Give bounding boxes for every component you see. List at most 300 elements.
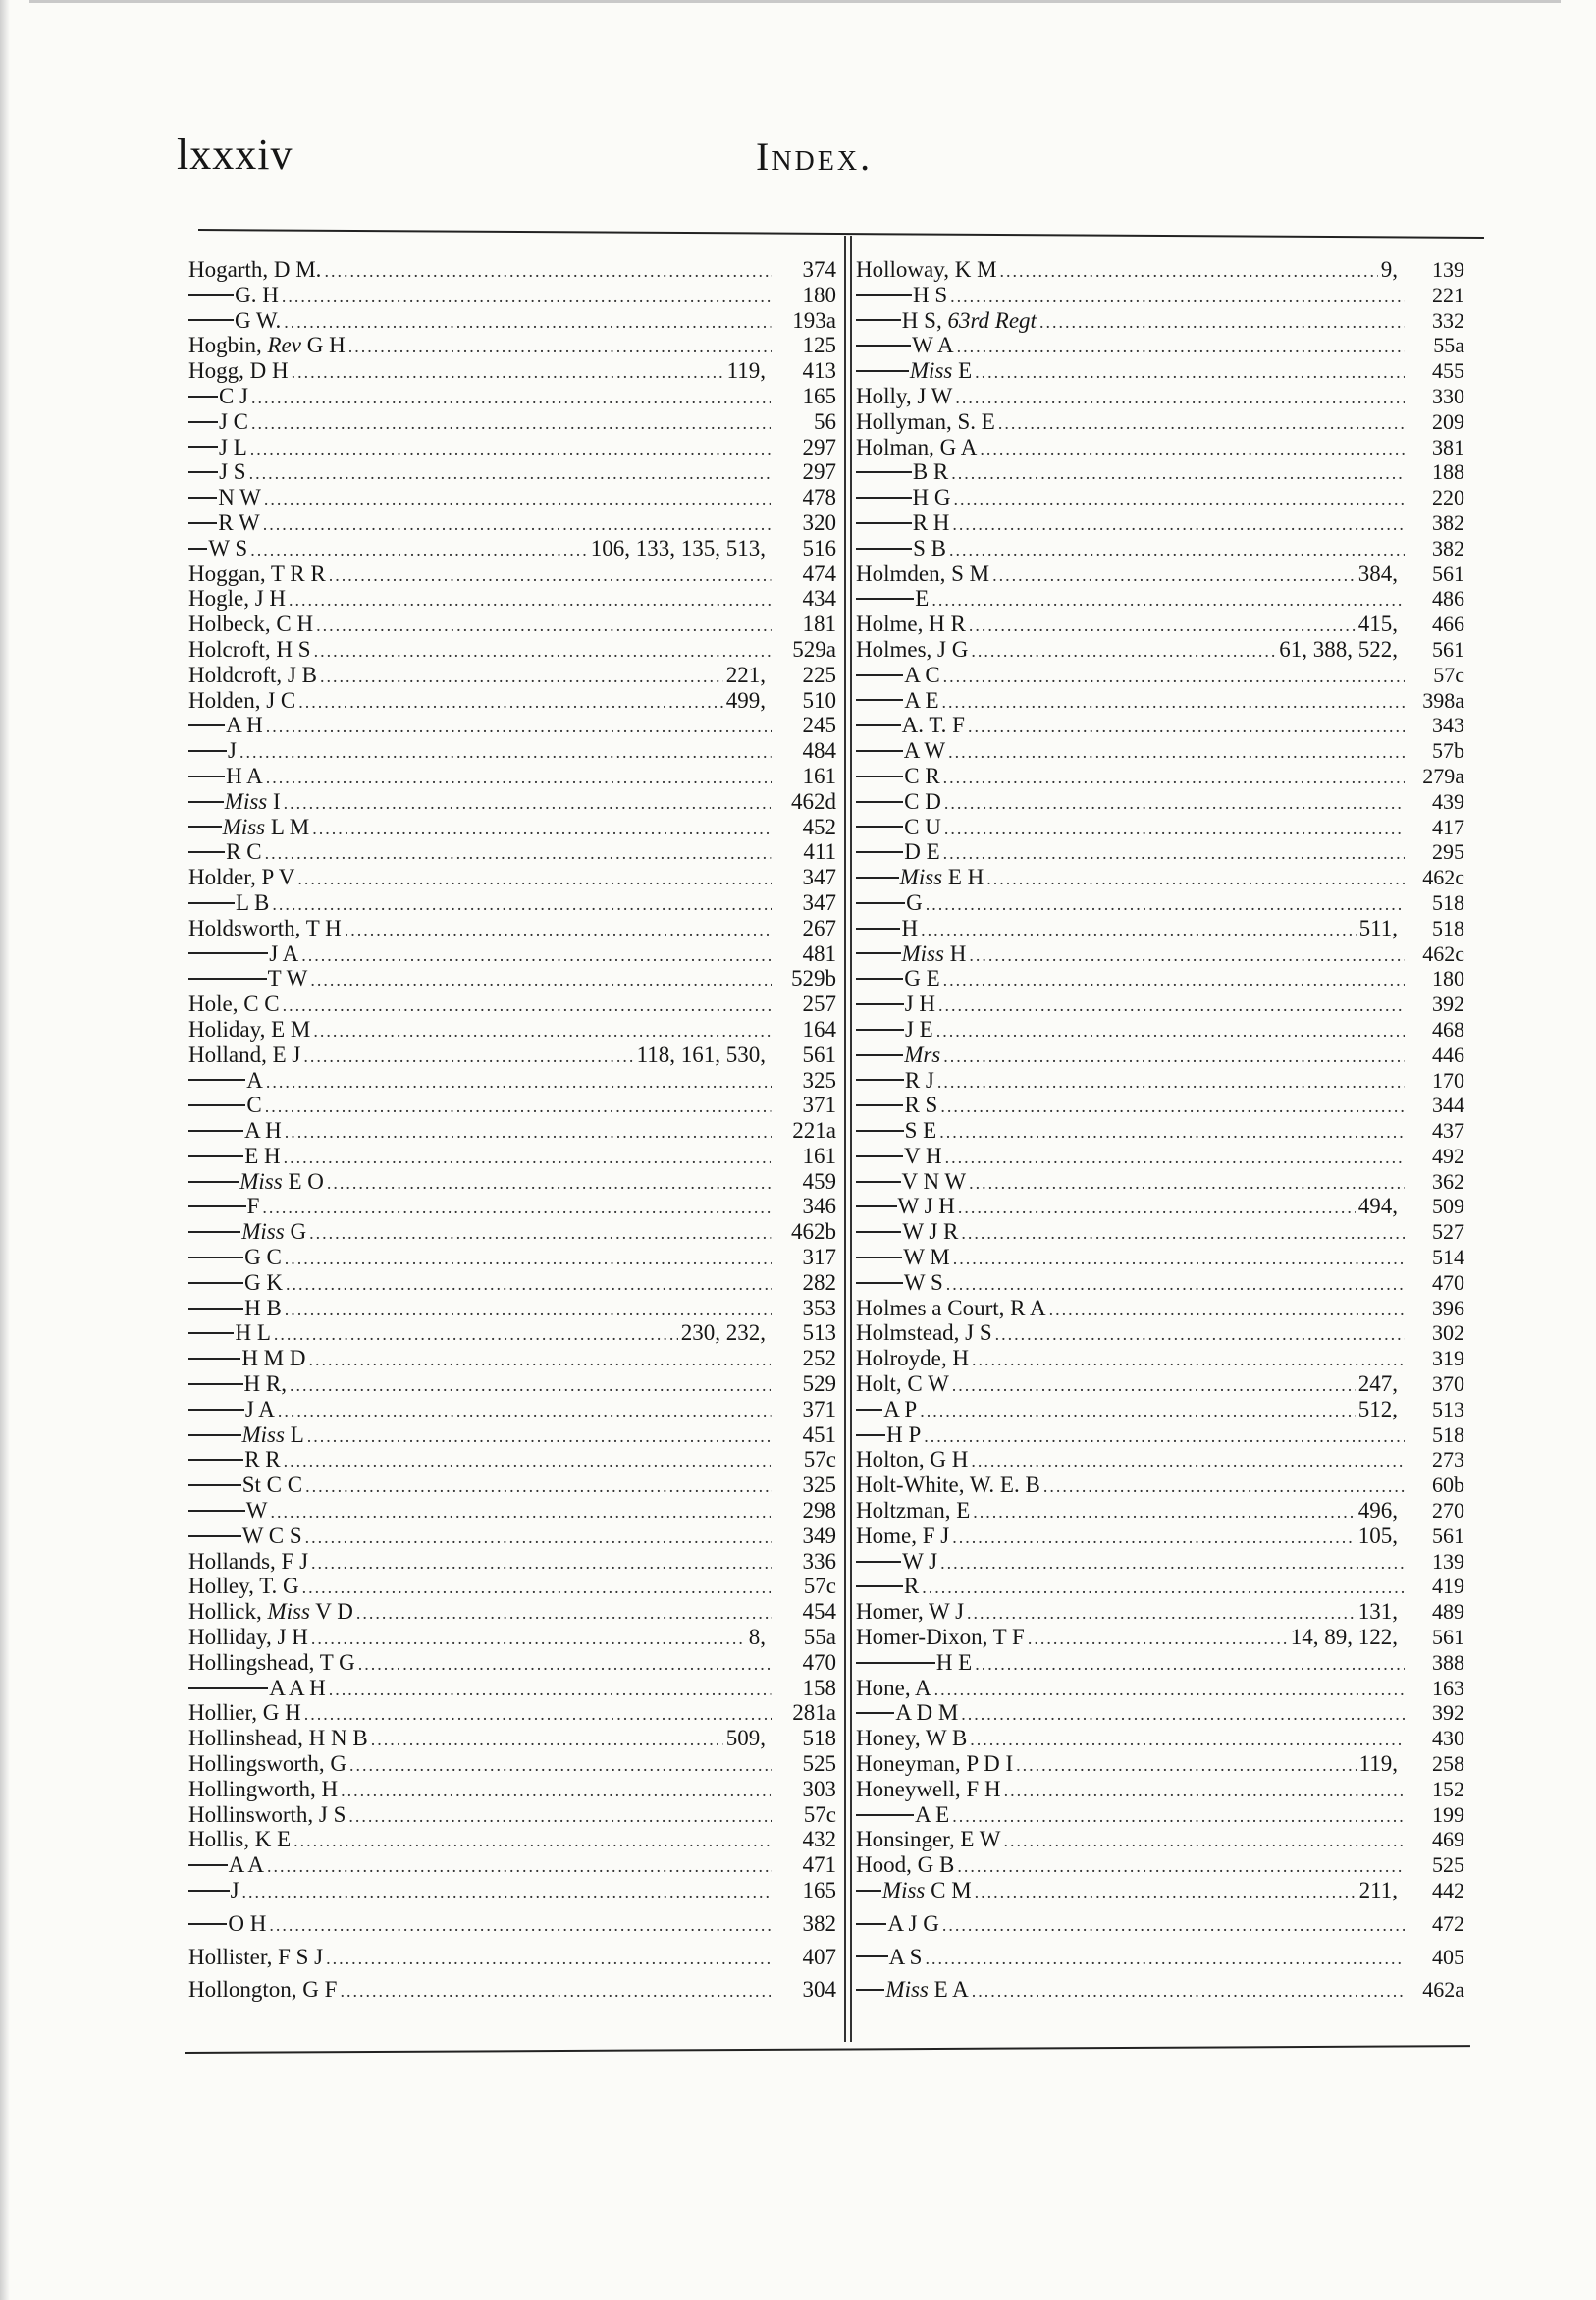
index-entry [856, 865, 1464, 890]
ditto-dash [856, 1712, 894, 1714]
entry-name-text: W S [903, 1269, 943, 1295]
index-entry [856, 1320, 1464, 1346]
ditto-dash [188, 497, 217, 499]
entry-name [188, 1827, 291, 1852]
entry-name-text: Hollands, F J [188, 1548, 309, 1574]
entry-name [915, 1802, 949, 1828]
index-entry [856, 1827, 1464, 1852]
index-column-left [188, 257, 836, 2003]
entry-name [231, 1878, 239, 1903]
page-ref: 492 [1432, 1143, 1464, 1168]
page-ref: 221 [1432, 282, 1464, 307]
ditto-dash [188, 1332, 234, 1334]
index-entry [856, 612, 1464, 637]
page-ref: 382 [1432, 535, 1464, 561]
page-ref: 529b [791, 966, 836, 991]
entry-name [242, 1422, 304, 1448]
dot-leader [303, 1044, 633, 1070]
entry-name-text: Holden, J C [188, 687, 296, 713]
ditto-dash [188, 902, 235, 904]
dot-leader [973, 1500, 1356, 1525]
dot-leader [980, 437, 1405, 462]
dot-leader [943, 665, 1405, 690]
ditto-dash [856, 952, 901, 954]
entry-name [904, 966, 939, 991]
page-ref: 139 [1432, 1548, 1464, 1574]
index-entry [188, 459, 836, 485]
page-ref: 270 [1432, 1498, 1464, 1524]
dot-leader [969, 1171, 1405, 1197]
page-ref: 518 [1432, 1421, 1464, 1447]
entry-name-text: H R, [243, 1371, 287, 1397]
entry-name [188, 637, 311, 663]
entry-name [882, 1878, 972, 1903]
entry-name [856, 1472, 1040, 1498]
entry-name-text: V N W [901, 1168, 967, 1194]
entry-name [219, 459, 246, 485]
index-entry [188, 764, 836, 789]
entry-name-text: D E [904, 839, 940, 865]
entry-name-text: J H [904, 991, 936, 1017]
entry-name-text: O H [228, 1910, 267, 1936]
entry-name-text: E H [942, 865, 984, 890]
entry-title-italic: Miss [885, 1977, 929, 2003]
entry-name [883, 1397, 917, 1422]
dot-leader [953, 1247, 1405, 1272]
entry-name-text: Holroyde, H [856, 1346, 969, 1371]
page-ref: 325 [802, 1472, 836, 1498]
dot-leader [297, 867, 772, 892]
dot-leader [969, 614, 1356, 639]
entry-name [915, 586, 929, 612]
dot-leader [345, 918, 772, 943]
entry-title-italic: Miss [909, 358, 953, 384]
dot-leader [356, 1601, 772, 1627]
entry-name-text: Hollinshead, H N B [188, 1726, 368, 1751]
ditto-dash [856, 801, 903, 803]
entry-name-text: Homer, W J [856, 1599, 965, 1625]
ditto-dash [188, 1282, 243, 1284]
dot-leader [949, 538, 1405, 563]
entry-name-text: Holt, C W [856, 1371, 949, 1397]
entry-name-text: Holmes, J G [856, 636, 969, 662]
dot-leader [975, 1652, 1405, 1678]
ditto-dash [856, 1029, 904, 1031]
entry-name-text: J [230, 1878, 239, 1902]
ditto-dash [188, 801, 224, 803]
entry-name-text: A A H [269, 1675, 326, 1700]
entry-name-text: Hogbin, [188, 333, 268, 358]
page-ref: 347 [802, 865, 836, 890]
ditto-dash [188, 1308, 243, 1310]
index-entry [188, 1219, 836, 1245]
entry-name-text: Holly, J W [856, 383, 953, 408]
ditto-dash [188, 1358, 240, 1360]
dot-leader [341, 1779, 772, 1804]
entry-name-text: J C [218, 408, 248, 434]
page-ref: 225 [802, 662, 836, 687]
entry-name [856, 1751, 1013, 1777]
index-entry [856, 1093, 1464, 1118]
page-ref: 55a [803, 1625, 836, 1650]
entry-name-text: Holme, H R [856, 612, 966, 637]
index-entry [188, 1625, 836, 1650]
dot-leader [942, 690, 1406, 716]
dot-leader [931, 588, 1405, 614]
index-entry [856, 1472, 1464, 1498]
ditto-dash [188, 1510, 245, 1512]
dot-leader [925, 1947, 1405, 1972]
entry-name [913, 536, 946, 562]
entry-name [904, 738, 945, 764]
entry-name [244, 1296, 282, 1321]
entry-name-text: T W [267, 966, 308, 991]
entry-name-text: Hoggan, T R R [188, 561, 326, 586]
dot-leader [371, 1728, 723, 1753]
ditto-dash [856, 978, 903, 980]
entry-name [188, 1574, 299, 1599]
entry-name-text: R [903, 1574, 920, 1599]
index-entry [856, 1945, 1464, 1970]
entry-name-text: A H [244, 1118, 282, 1144]
index-entry [188, 308, 836, 334]
extra-page-refs: 247, [1357, 1371, 1398, 1397]
entry-name-text: J S [219, 459, 246, 485]
ditto-dash [188, 952, 268, 954]
entry-name [188, 991, 280, 1017]
page-ref: 374 [802, 257, 836, 282]
entry-title-italic: Miss [239, 1168, 283, 1194]
entry-name [895, 1700, 958, 1726]
entry-name [856, 562, 989, 587]
ditto-dash [188, 1923, 227, 1925]
index-entry [856, 1574, 1464, 1599]
page-ref: 459 [802, 1168, 836, 1194]
entry-name-text: L B [236, 889, 270, 915]
entry-name [856, 1296, 1046, 1321]
dot-leader [951, 461, 1405, 487]
entry-name-text: H G [912, 485, 951, 510]
entry-name [235, 283, 279, 308]
dot-leader [348, 1804, 772, 1830]
page-title: Index. [756, 134, 874, 179]
index-entry [188, 1911, 836, 1937]
entry-name [188, 1726, 368, 1751]
page-ref: 199 [1432, 1801, 1464, 1827]
entry-name [905, 1017, 933, 1043]
dot-leader [942, 1913, 1405, 1939]
index-entry [856, 1270, 1464, 1296]
extra-page-refs: 211, [1358, 1878, 1398, 1902]
page-ref: 282 [802, 1269, 836, 1295]
index-entry [856, 1625, 1464, 1650]
dot-leader [943, 766, 1405, 791]
entry-name-text: A [246, 1067, 263, 1093]
entry-name [188, 562, 326, 587]
entry-name [904, 1574, 919, 1599]
entry-name [245, 1397, 275, 1422]
page-ref: 221a [792, 1118, 836, 1144]
dot-leader [957, 335, 1405, 360]
ditto-dash [856, 1989, 884, 1991]
entry-name [904, 1093, 937, 1118]
ditto-dash [856, 1662, 935, 1664]
ditto-dash [188, 319, 234, 321]
entry-name [856, 1777, 1001, 1802]
entry-name-text: Honey, W B [856, 1726, 968, 1751]
index-entry [188, 916, 836, 941]
index-entry [188, 1245, 836, 1270]
extra-page-refs: 509, [725, 1726, 766, 1751]
entry-name [188, 663, 317, 688]
entry-name [244, 1270, 283, 1296]
dot-leader [285, 1298, 772, 1323]
page-ref: 371 [802, 1396, 836, 1421]
page-ref: 163 [1432, 1675, 1464, 1700]
dot-leader [309, 1221, 772, 1247]
ditto-dash [856, 1955, 888, 1957]
dot-leader [314, 639, 772, 665]
page-ref: 381 [1432, 434, 1464, 459]
index-entry [856, 1751, 1464, 1777]
entry-name [228, 1911, 266, 1937]
entry-title-italic: Miss [241, 1219, 285, 1245]
page-ref: 518 [1432, 889, 1464, 915]
page-ref: 193a [792, 307, 836, 333]
entry-name [218, 510, 259, 536]
dot-leader [283, 993, 772, 1019]
dot-leader [952, 1373, 1356, 1399]
ditto-dash [856, 497, 912, 499]
entry-title-italic: Miss [901, 940, 944, 966]
page-ref: 455 [1432, 358, 1464, 384]
extra-page-refs: 494, [1357, 1194, 1398, 1219]
index-entry [188, 1524, 836, 1549]
page-ref: 516 [802, 535, 836, 561]
ditto-dash [856, 1104, 903, 1106]
index-entry [188, 1852, 836, 1878]
dot-leader [265, 1095, 772, 1120]
entry-name-text: A H [226, 713, 263, 738]
page-ref: 56 [814, 408, 836, 434]
bottom-rule [185, 2045, 1470, 2054]
entry-name-text: Hogg, D H [188, 358, 289, 384]
page-ref: 209 [1432, 408, 1464, 434]
dot-leader [301, 943, 772, 969]
index-entry [856, 358, 1464, 384]
dot-leader [940, 1551, 1405, 1577]
entry-name-text: Holder, P V [188, 865, 295, 890]
page-ref: 252 [802, 1346, 836, 1371]
ditto-dash [856, 598, 914, 600]
index-entry [856, 1700, 1464, 1726]
extra-page-refs: 384, [1357, 561, 1398, 586]
index-entry [856, 1911, 1464, 1937]
dot-leader [265, 841, 772, 867]
index-entry [856, 485, 1464, 510]
dot-leader [937, 1070, 1405, 1096]
dot-leader [251, 386, 772, 411]
index-entry [856, 1397, 1464, 1422]
page-ref: 382 [1432, 509, 1464, 535]
entry-name [241, 1219, 306, 1245]
page-ref: 57c [803, 1574, 836, 1599]
ditto-dash [856, 776, 903, 777]
ditto-dash [188, 1257, 243, 1258]
entry-name [226, 839, 261, 865]
dot-leader [969, 943, 1405, 969]
index-entry [856, 1676, 1464, 1701]
entry-name-text: A J G [887, 1910, 939, 1936]
index-entry [188, 1498, 836, 1524]
page-ref: 561 [1432, 1625, 1464, 1650]
page-ref: 152 [1432, 1776, 1464, 1801]
dot-leader [940, 1095, 1405, 1120]
entry-name [904, 789, 941, 815]
ditto-dash [188, 750, 227, 752]
dot-leader [284, 791, 772, 817]
dot-leader [944, 817, 1405, 842]
entry-name-text: L M [265, 814, 310, 839]
index-entry [856, 1878, 1464, 1903]
dot-leader [285, 1120, 772, 1146]
entry-name-text: Holliday, J H [188, 1625, 308, 1650]
entry-name-text: J [227, 738, 237, 764]
entry-name-text: I [267, 788, 281, 814]
entry-name-text: A D M [895, 1700, 959, 1726]
ditto-dash [188, 1104, 245, 1106]
entry-name-text: Holdcroft, J B [188, 662, 317, 687]
dot-leader [970, 1728, 1405, 1753]
index-entry [856, 1043, 1464, 1068]
extra-page-refs: 8, [748, 1625, 766, 1650]
dot-leader [922, 1576, 1405, 1601]
entry-name-text: W J R [902, 1219, 959, 1245]
dot-leader [266, 715, 772, 740]
ditto-dash [856, 826, 903, 828]
entry-name [912, 333, 953, 358]
page-top-edge [29, 0, 1561, 3]
page-ref: 398a [1422, 687, 1464, 713]
entry-name-text: Holloway, K M [856, 257, 997, 282]
dot-leader [250, 538, 588, 563]
entry-name-text: W [245, 1498, 268, 1524]
entry-name [246, 1068, 263, 1094]
entry-name [886, 1422, 921, 1448]
entry-name [856, 612, 966, 637]
page-ref: 298 [802, 1498, 836, 1524]
dot-leader [952, 1525, 1356, 1551]
entry-name [913, 485, 951, 510]
entry-name [856, 1827, 1001, 1852]
index-entry [188, 1194, 836, 1219]
dot-leader [239, 740, 772, 766]
entry-name [235, 1320, 270, 1346]
entry-name-text: Holmes a Court, R A [856, 1295, 1046, 1320]
page-ref: 527 [1432, 1219, 1464, 1245]
index-entry [188, 1777, 836, 1802]
entry-name [856, 1726, 967, 1751]
extra-page-refs: 14, 89, 122, [1290, 1625, 1398, 1650]
index-entry [856, 890, 1464, 916]
index-entry [188, 890, 836, 916]
index-entry [856, 283, 1464, 308]
index-entry [188, 283, 836, 308]
page-ref: 413 [802, 358, 836, 384]
dot-leader [920, 1399, 1356, 1424]
entry-name [228, 738, 237, 764]
entry-name-text: F [246, 1194, 260, 1219]
page-ref: 451 [802, 1421, 836, 1447]
ditto-dash [188, 1434, 241, 1436]
ditto-dash [188, 471, 218, 473]
index-entry [188, 1397, 836, 1422]
index-entry [856, 1219, 1464, 1245]
index-entry [188, 1878, 836, 1903]
page-ref: 336 [802, 1548, 836, 1574]
ditto-dash [188, 1459, 243, 1461]
entry-name-text: Hogarth, D M. [188, 257, 322, 282]
entry-name-text: W J [902, 1548, 938, 1574]
page-ref: 518 [1432, 915, 1464, 940]
page-ref: 181 [802, 612, 836, 637]
entry-name [885, 1977, 968, 2003]
extra-page-refs: 61, 388, 522, [1279, 636, 1398, 662]
dot-leader [955, 386, 1405, 411]
page-ref: 57b [1432, 738, 1464, 764]
dot-leader [326, 1947, 772, 1972]
ditto-dash [188, 548, 207, 550]
entry-name [906, 890, 923, 916]
entry-name-text: Hollinsworth, J S [188, 1801, 346, 1827]
entry-name [242, 1524, 302, 1549]
entry-name [246, 1093, 261, 1118]
entry-name [903, 1245, 950, 1270]
entry-name-text: Hollingsworth, G [188, 1751, 346, 1777]
index-entry [188, 663, 836, 688]
entry-name [913, 510, 950, 536]
entry-name-text: E O [282, 1168, 324, 1194]
entry-name [188, 1599, 353, 1625]
entry-title-italic: Miss [222, 814, 266, 839]
index-entry [188, 1118, 836, 1144]
index-entry [856, 510, 1464, 536]
dot-leader [285, 1247, 772, 1272]
index-entry [188, 789, 836, 815]
index-entry [188, 1676, 836, 1701]
page-ref: 57c [1433, 662, 1464, 687]
page-ref: 470 [802, 1649, 836, 1675]
dot-leader [952, 512, 1405, 538]
entry-name-text: H L [235, 1320, 271, 1346]
entry-name-text: H P [886, 1421, 922, 1447]
page-ref: 419 [1432, 1574, 1464, 1599]
page-ref: 561 [802, 1042, 836, 1067]
entry-name [241, 1346, 305, 1371]
dot-leader [284, 1449, 772, 1474]
dot-leader [311, 1551, 772, 1577]
dot-leader [324, 259, 772, 285]
entry-name [902, 1219, 958, 1245]
entry-name-text: A E [915, 1801, 950, 1827]
index-entry [856, 1977, 1464, 2003]
dot-leader [293, 1829, 772, 1854]
entry-name-text: C J [218, 383, 248, 408]
index-entry [188, 510, 836, 536]
dot-leader [1049, 1298, 1405, 1323]
page-edge-shadow [0, 0, 10, 2300]
page-ref: 60b [1432, 1472, 1464, 1498]
